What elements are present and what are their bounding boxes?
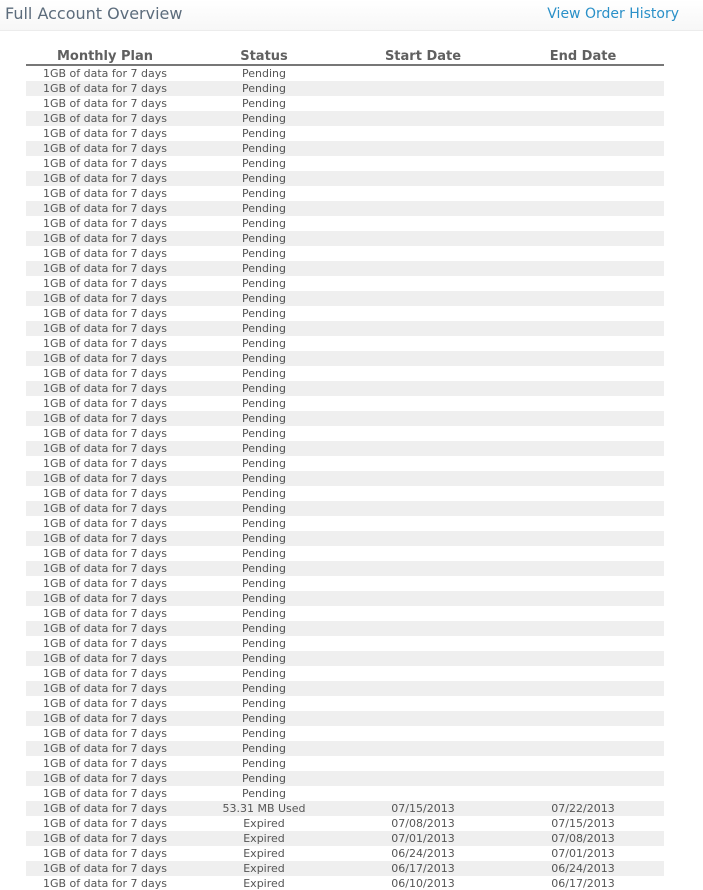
plan-cell: 1GB of data for 7 days bbox=[42, 277, 168, 290]
column-header-end-date: End Date bbox=[502, 48, 664, 65]
status-cell: Pending bbox=[242, 67, 286, 80]
status-cell: Pending bbox=[242, 577, 286, 590]
table-row bbox=[26, 696, 664, 711]
status-cell: Pending bbox=[184, 411, 344, 426]
plan-cell: 1GB of data for 7 days bbox=[42, 577, 168, 590]
start-date-cell bbox=[344, 65, 502, 81]
plan-cell: 1GB of data for 7 days bbox=[42, 157, 168, 170]
start-date-cell bbox=[344, 636, 502, 651]
table-row bbox=[26, 846, 664, 861]
end-date-cell bbox=[502, 576, 664, 591]
plan-cell: 1GB of data for 7 days bbox=[42, 427, 168, 440]
status-cell: Pending bbox=[242, 277, 286, 290]
end-date-cell bbox=[502, 531, 664, 546]
status-cell: Pending bbox=[184, 231, 344, 246]
plan-cell: 1GB of data for 7 days bbox=[26, 411, 184, 426]
table-row bbox=[26, 141, 664, 156]
end-date-cell bbox=[502, 81, 664, 96]
start-date-cell: 06/24/2013 bbox=[391, 847, 455, 860]
plan-cell: 1GB of data for 7 days bbox=[42, 667, 168, 680]
status-cell: Pending bbox=[184, 141, 344, 156]
plan-cell: 1GB of data for 7 days bbox=[42, 757, 168, 770]
status-cell: Pending bbox=[184, 771, 344, 786]
start-date-cell bbox=[344, 351, 502, 366]
status-cell: Pending bbox=[242, 547, 286, 560]
plan-cell: 1GB of data for 7 days bbox=[42, 127, 168, 140]
start-date-cell bbox=[344, 81, 502, 96]
start-date-cell bbox=[344, 771, 502, 786]
end-date-cell bbox=[502, 306, 664, 321]
plan-cell: 1GB of data for 7 days bbox=[26, 681, 184, 696]
start-date-cell: 07/01/2013 bbox=[344, 831, 502, 846]
status-cell: Pending bbox=[242, 127, 286, 140]
table-row bbox=[26, 576, 664, 591]
plan-cell: 1GB of data for 7 days bbox=[26, 531, 184, 546]
status-cell: 53.31 MB Used bbox=[184, 801, 344, 816]
status-cell: Pending bbox=[184, 321, 344, 336]
end-date-cell bbox=[502, 126, 664, 141]
status-cell: Pending bbox=[184, 681, 344, 696]
status-cell: Pending bbox=[184, 501, 344, 516]
status-cell: Pending bbox=[184, 711, 344, 726]
end-date-cell bbox=[502, 276, 664, 291]
end-date-cell bbox=[502, 651, 664, 666]
table-row bbox=[26, 171, 664, 186]
table-row bbox=[26, 861, 664, 876]
status-cell: Expired bbox=[243, 817, 285, 830]
status-cell: Expired bbox=[184, 861, 344, 876]
plan-cell: 1GB of data for 7 days bbox=[42, 397, 168, 410]
plan-cell: 1GB of data for 7 days bbox=[42, 697, 168, 710]
table-row bbox=[26, 261, 664, 276]
start-date-cell bbox=[344, 606, 502, 621]
end-date-cell bbox=[502, 231, 664, 246]
table-row bbox=[26, 186, 664, 201]
table-row bbox=[26, 81, 664, 96]
table-row bbox=[26, 126, 664, 141]
plan-cell: 1GB of data for 7 days bbox=[26, 381, 184, 396]
table-row bbox=[26, 756, 664, 771]
status-cell: Pending bbox=[242, 307, 286, 320]
plan-cell: 1GB of data for 7 days bbox=[42, 547, 168, 560]
table-row bbox=[26, 231, 664, 246]
plan-cell: 1GB of data for 7 days bbox=[26, 111, 184, 126]
end-date-cell bbox=[502, 246, 664, 261]
table-row bbox=[26, 96, 664, 111]
status-cell: Pending bbox=[242, 487, 286, 500]
table-row bbox=[26, 591, 664, 606]
status-cell: Pending bbox=[242, 607, 286, 620]
table-row bbox=[26, 666, 664, 681]
start-date-cell bbox=[344, 486, 502, 501]
plan-cell: 1GB of data for 7 days bbox=[42, 217, 168, 230]
plan-cell: 1GB of data for 7 days bbox=[26, 141, 184, 156]
start-date-cell bbox=[344, 291, 502, 306]
table-row bbox=[26, 471, 664, 486]
plan-cell: 1GB of data for 7 days bbox=[42, 457, 168, 470]
table-row bbox=[26, 831, 664, 846]
status-cell: Pending bbox=[242, 187, 286, 200]
table-row bbox=[26, 201, 664, 216]
plan-cell: 1GB of data for 7 days bbox=[26, 231, 184, 246]
status-cell: Pending bbox=[184, 531, 344, 546]
start-date-cell: 07/15/2013 bbox=[344, 801, 502, 816]
end-date-cell bbox=[502, 696, 664, 711]
start-date-cell bbox=[344, 456, 502, 471]
status-cell: Pending bbox=[242, 667, 286, 680]
start-date-cell bbox=[344, 576, 502, 591]
start-date-cell: 06/17/2013 bbox=[344, 861, 502, 876]
start-date-cell bbox=[344, 411, 502, 426]
start-date-cell bbox=[344, 321, 502, 336]
table-row bbox=[26, 321, 664, 336]
status-cell: Pending bbox=[242, 637, 286, 650]
page-header bbox=[0, 0, 703, 31]
table-header-row bbox=[26, 48, 664, 65]
plan-cell: 1GB of data for 7 days bbox=[26, 831, 184, 846]
end-date-cell bbox=[502, 96, 664, 111]
end-date-cell bbox=[502, 156, 664, 171]
status-cell: Pending bbox=[242, 337, 286, 350]
end-date-cell bbox=[502, 321, 664, 336]
status-cell: Pending bbox=[242, 397, 286, 410]
start-date-cell bbox=[344, 621, 502, 636]
end-date-cell bbox=[502, 681, 664, 696]
end-date-cell bbox=[502, 486, 664, 501]
table-row bbox=[26, 246, 664, 261]
plan-cell: 1GB of data for 7 days bbox=[42, 97, 168, 110]
table-row bbox=[26, 741, 664, 756]
status-cell: Pending bbox=[184, 201, 344, 216]
start-date-cell bbox=[344, 186, 502, 201]
end-date-cell bbox=[502, 186, 664, 201]
table-row bbox=[26, 381, 664, 396]
table-row bbox=[26, 876, 664, 890]
start-date-cell bbox=[344, 426, 502, 441]
plan-cell: 1GB of data for 7 days bbox=[26, 81, 184, 96]
status-cell: Pending bbox=[184, 171, 344, 186]
status-cell: Pending bbox=[242, 157, 286, 170]
start-date-cell bbox=[344, 111, 502, 126]
status-cell: Pending bbox=[242, 247, 286, 260]
table-row bbox=[26, 621, 664, 636]
plan-cell: 1GB of data for 7 days bbox=[42, 187, 168, 200]
plan-cell: 1GB of data for 7 days bbox=[26, 471, 184, 486]
plan-cell: 1GB of data for 7 days bbox=[42, 307, 168, 320]
plan-cell: 1GB of data for 7 days bbox=[42, 817, 168, 830]
status-cell: Pending bbox=[242, 727, 286, 740]
plan-cell: 1GB of data for 7 days bbox=[42, 67, 168, 80]
start-date-cell bbox=[344, 336, 502, 351]
plan-cell: 1GB of data for 7 days bbox=[42, 247, 168, 260]
end-date-cell bbox=[502, 65, 664, 81]
table-row bbox=[26, 531, 664, 546]
start-date-cell bbox=[344, 126, 502, 141]
table-row bbox=[26, 651, 664, 666]
start-date-cell bbox=[344, 516, 502, 531]
table-row bbox=[26, 351, 664, 366]
start-date-cell bbox=[344, 156, 502, 171]
end-date-cell bbox=[502, 501, 664, 516]
status-cell: Pending bbox=[184, 351, 344, 366]
status-cell: Pending bbox=[242, 97, 286, 110]
table-row bbox=[26, 426, 664, 441]
end-date-cell bbox=[502, 606, 664, 621]
end-date-cell: 07/01/2013 bbox=[551, 847, 615, 860]
table-row bbox=[26, 156, 664, 171]
plans-table-container bbox=[26, 48, 664, 890]
end-date-cell bbox=[502, 201, 664, 216]
end-date-cell bbox=[502, 396, 664, 411]
table-row bbox=[26, 786, 664, 801]
end-date-cell bbox=[502, 621, 664, 636]
start-date-cell bbox=[344, 366, 502, 381]
status-cell: Pending bbox=[184, 111, 344, 126]
end-date-cell bbox=[502, 351, 664, 366]
plan-cell: 1GB of data for 7 days bbox=[26, 171, 184, 186]
plan-cell: 1GB of data for 7 days bbox=[26, 501, 184, 516]
start-date-cell bbox=[344, 696, 502, 711]
start-date-cell bbox=[344, 306, 502, 321]
start-date-cell bbox=[344, 471, 502, 486]
status-cell: Pending bbox=[184, 441, 344, 456]
table-row bbox=[26, 771, 664, 786]
plan-cell: 1GB of data for 7 days bbox=[26, 801, 184, 816]
table-row bbox=[26, 216, 664, 231]
end-date-cell bbox=[502, 711, 664, 726]
status-cell: Pending bbox=[184, 561, 344, 576]
page-title: Full Account Overview bbox=[5, 4, 183, 23]
start-date-cell bbox=[344, 741, 502, 756]
status-cell: Expired bbox=[243, 847, 285, 860]
start-date-cell bbox=[344, 501, 502, 516]
table-row bbox=[26, 396, 664, 411]
table-row bbox=[26, 306, 664, 321]
end-date-cell bbox=[502, 561, 664, 576]
plan-cell: 1GB of data for 7 days bbox=[26, 591, 184, 606]
table-row bbox=[26, 65, 664, 81]
end-date-cell bbox=[502, 261, 664, 276]
table-row bbox=[26, 441, 664, 456]
end-date-cell bbox=[502, 471, 664, 486]
end-date-cell bbox=[502, 726, 664, 741]
plan-cell: 1GB of data for 7 days bbox=[26, 741, 184, 756]
start-date-cell bbox=[344, 666, 502, 681]
column-header-monthly-plan: Monthly Plan bbox=[26, 48, 184, 65]
start-date-cell bbox=[344, 171, 502, 186]
start-date-cell bbox=[344, 96, 502, 111]
start-date-cell bbox=[344, 261, 502, 276]
start-date-cell bbox=[344, 231, 502, 246]
plan-cell: 1GB of data for 7 days bbox=[26, 861, 184, 876]
table-row bbox=[26, 501, 664, 516]
table-row bbox=[26, 801, 664, 816]
end-date-cell: 07/22/2013 bbox=[502, 801, 664, 816]
end-date-cell bbox=[502, 591, 664, 606]
start-date-cell bbox=[344, 441, 502, 456]
status-cell: Expired bbox=[243, 877, 285, 890]
table-row bbox=[26, 681, 664, 696]
end-date-cell bbox=[502, 216, 664, 231]
start-date-cell bbox=[344, 711, 502, 726]
table-row bbox=[26, 456, 664, 471]
start-date-cell bbox=[344, 381, 502, 396]
start-date-cell bbox=[344, 591, 502, 606]
end-date-cell bbox=[502, 636, 664, 651]
status-cell: Pending bbox=[184, 651, 344, 666]
table-row bbox=[26, 411, 664, 426]
end-date-cell bbox=[502, 546, 664, 561]
table-row bbox=[26, 816, 664, 831]
end-date-cell bbox=[502, 291, 664, 306]
end-date-cell bbox=[502, 381, 664, 396]
end-date-cell bbox=[502, 666, 664, 681]
start-date-cell bbox=[344, 546, 502, 561]
table-row bbox=[26, 516, 664, 531]
start-date-cell: 06/10/2013 bbox=[391, 877, 455, 890]
plan-cell: 1GB of data for 7 days bbox=[42, 637, 168, 650]
table-body bbox=[26, 65, 664, 890]
end-date-cell: 07/15/2013 bbox=[551, 817, 615, 830]
plan-cell: 1GB of data for 7 days bbox=[26, 351, 184, 366]
end-date-cell bbox=[502, 741, 664, 756]
plan-cell: 1GB of data for 7 days bbox=[26, 651, 184, 666]
start-date-cell: 07/08/2013 bbox=[391, 817, 455, 830]
start-date-cell bbox=[344, 561, 502, 576]
plan-cell: 1GB of data for 7 days bbox=[42, 367, 168, 380]
table-row bbox=[26, 606, 664, 621]
status-cell: Pending bbox=[242, 697, 286, 710]
end-date-cell bbox=[502, 756, 664, 771]
status-cell: Pending bbox=[242, 367, 286, 380]
start-date-cell bbox=[344, 216, 502, 231]
table-row bbox=[26, 726, 664, 741]
start-date-cell bbox=[344, 756, 502, 771]
end-date-cell bbox=[502, 366, 664, 381]
status-cell: Pending bbox=[184, 261, 344, 276]
start-date-cell bbox=[344, 786, 502, 801]
start-date-cell bbox=[344, 651, 502, 666]
status-cell: Pending bbox=[184, 291, 344, 306]
plan-cell: 1GB of data for 7 days bbox=[26, 321, 184, 336]
end-date-cell bbox=[502, 771, 664, 786]
plan-cell: 1GB of data for 7 days bbox=[42, 847, 168, 860]
status-cell: Pending bbox=[242, 457, 286, 470]
end-date-cell bbox=[502, 516, 664, 531]
start-date-cell bbox=[344, 141, 502, 156]
plan-cell: 1GB of data for 7 days bbox=[26, 261, 184, 276]
column-header-status: Status bbox=[184, 48, 344, 65]
table-row bbox=[26, 561, 664, 576]
start-date-cell bbox=[344, 246, 502, 261]
end-date-cell bbox=[502, 111, 664, 126]
plan-cell: 1GB of data for 7 days bbox=[26, 201, 184, 216]
plan-cell: 1GB of data for 7 days bbox=[26, 711, 184, 726]
plans-table bbox=[26, 48, 664, 890]
plan-cell: 1GB of data for 7 days bbox=[42, 877, 168, 890]
start-date-cell bbox=[344, 531, 502, 546]
table-row bbox=[26, 291, 664, 306]
end-date-cell bbox=[502, 456, 664, 471]
plan-cell: 1GB of data for 7 days bbox=[26, 561, 184, 576]
end-date-cell: 06/17/2013 bbox=[551, 877, 615, 890]
end-date-cell: 07/08/2013 bbox=[502, 831, 664, 846]
end-date-cell bbox=[502, 336, 664, 351]
plan-cell: 1GB of data for 7 days bbox=[26, 441, 184, 456]
status-cell: Pending bbox=[242, 217, 286, 230]
end-date-cell bbox=[502, 441, 664, 456]
table-row bbox=[26, 336, 664, 351]
plan-cell: 1GB of data for 7 days bbox=[26, 621, 184, 636]
end-date-cell bbox=[502, 171, 664, 186]
table-row bbox=[26, 276, 664, 291]
status-cell: Pending bbox=[184, 81, 344, 96]
table-row bbox=[26, 486, 664, 501]
table-row bbox=[26, 636, 664, 651]
column-header-start-date: Start Date bbox=[344, 48, 502, 65]
status-cell: Pending bbox=[242, 517, 286, 530]
plan-cell: 1GB of data for 7 days bbox=[42, 337, 168, 350]
plan-cell: 1GB of data for 7 days bbox=[26, 771, 184, 786]
plan-cell: 1GB of data for 7 days bbox=[42, 607, 168, 620]
table-row bbox=[26, 711, 664, 726]
start-date-cell bbox=[344, 276, 502, 291]
start-date-cell bbox=[344, 726, 502, 741]
status-cell: Pending bbox=[184, 471, 344, 486]
view-order-history-link[interactable]: View Order History bbox=[547, 6, 679, 22]
status-cell: Pending bbox=[242, 427, 286, 440]
plan-cell: 1GB of data for 7 days bbox=[26, 291, 184, 306]
start-date-cell bbox=[344, 201, 502, 216]
end-date-cell bbox=[502, 786, 664, 801]
status-cell: Pending bbox=[184, 591, 344, 606]
plan-cell: 1GB of data for 7 days bbox=[42, 487, 168, 500]
end-date-cell: 06/24/2013 bbox=[502, 861, 664, 876]
status-cell: Pending bbox=[242, 787, 286, 800]
plan-cell: 1GB of data for 7 days bbox=[42, 787, 168, 800]
table-row bbox=[26, 546, 664, 561]
table-row bbox=[26, 111, 664, 126]
plan-cell: 1GB of data for 7 days bbox=[42, 727, 168, 740]
end-date-cell bbox=[502, 426, 664, 441]
status-cell: Pending bbox=[184, 741, 344, 756]
start-date-cell bbox=[344, 681, 502, 696]
end-date-cell bbox=[502, 141, 664, 156]
start-date-cell bbox=[344, 396, 502, 411]
end-date-cell bbox=[502, 411, 664, 426]
status-cell: Expired bbox=[184, 831, 344, 846]
status-cell: Pending bbox=[184, 621, 344, 636]
status-cell: Pending bbox=[184, 381, 344, 396]
status-cell: Pending bbox=[242, 757, 286, 770]
table-row bbox=[26, 366, 664, 381]
plan-cell: 1GB of data for 7 days bbox=[42, 517, 168, 530]
